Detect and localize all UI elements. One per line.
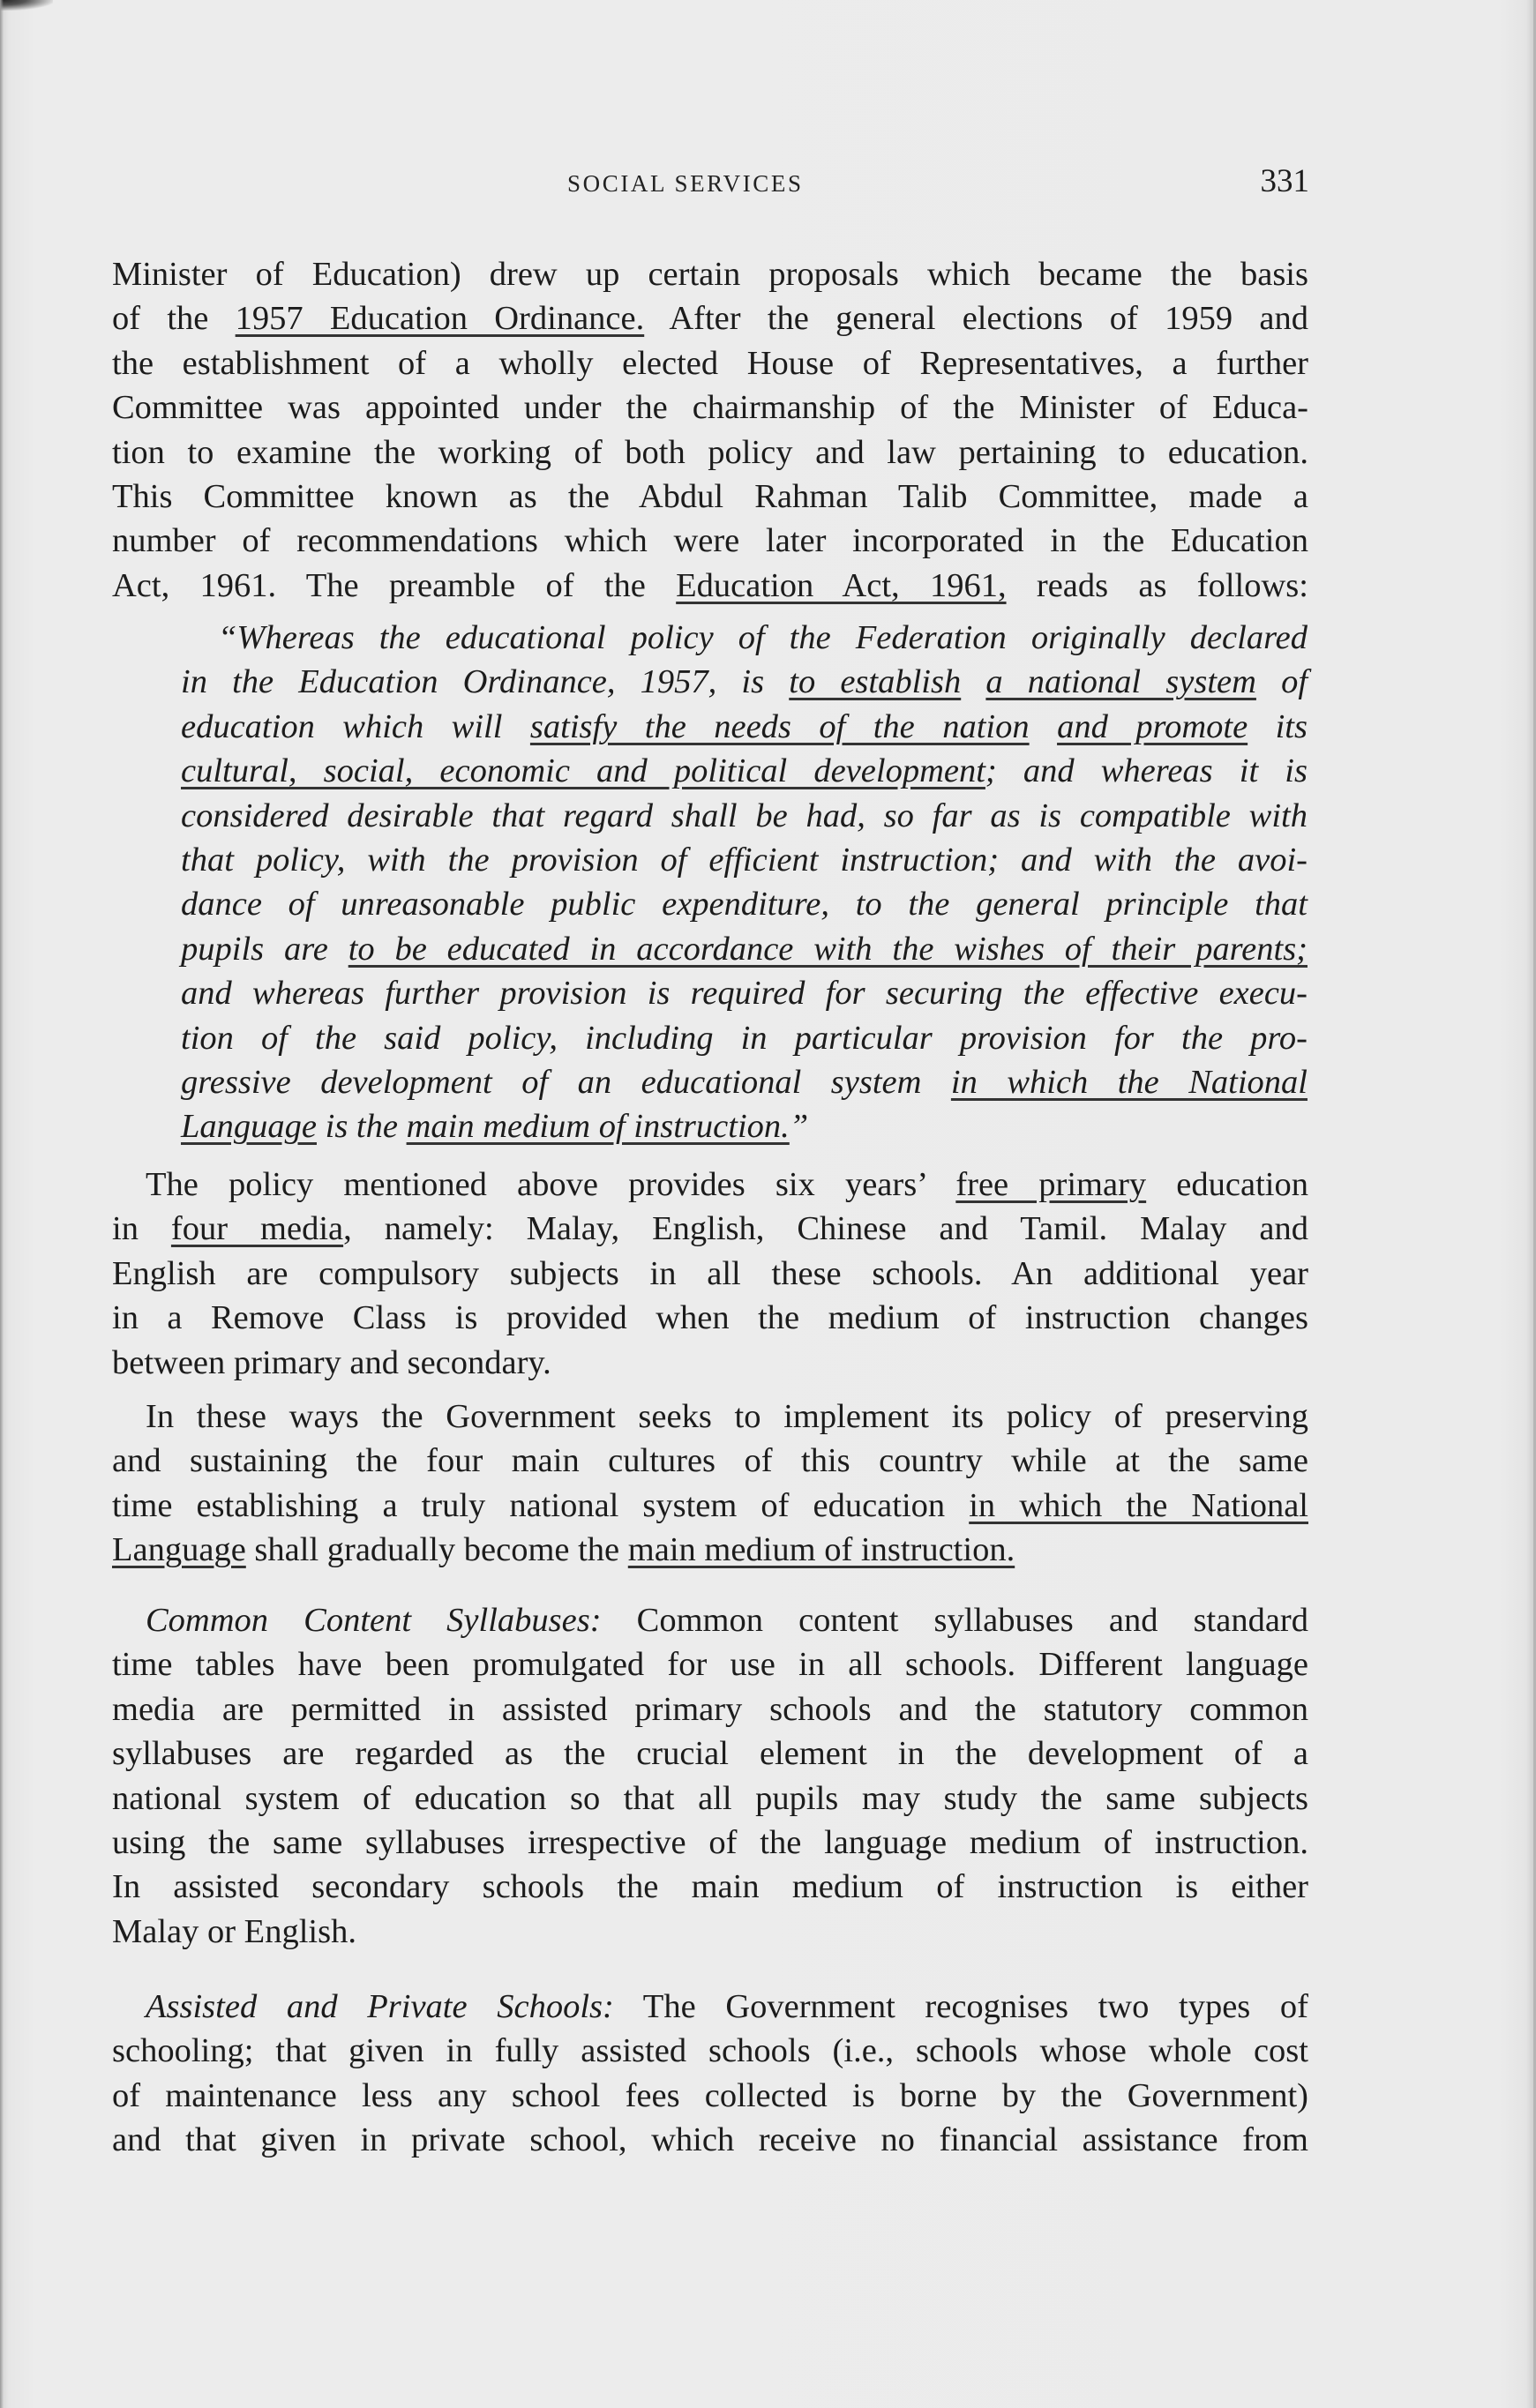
underlined-phrase: cultural, social, economic and political development [181,752,985,790]
underlined-phrase: Education Act, 1961, [676,566,1007,604]
text-line: using the same syllabuses irrespective of the language medium of instruction. [112,1824,1308,1861]
quote-line: tion of the said policy, including in particular provision for the pro- [181,1019,1307,1057]
text-line: the establishment of a wholly elected House of Representatives, a further [112,344,1308,382]
underlined-phrase: to establish [789,663,962,701]
quote-line: in the Education Ordinance, 1957, is to establish a national system of [181,663,1308,701]
page-left-edge [0,0,4,2408]
text-line: In assisted secondary schools the main medium of instruction is either [112,1868,1308,1906]
text-line: in a Remove Class is provided when the medium of instruction changes [112,1299,1308,1337]
running-title: SOCIAL SERVICES [567,170,804,197]
quote-line: Language is the main medium of instruction.” [181,1108,809,1146]
text-line: Act, 1961. The preamble of the Education Act, 1961, reads as follows: [112,566,1308,604]
text-line: This Committee known as the Abdul Rahman Talib Committee, made a [112,478,1308,515]
text-line: Minister of Education) drew up certain proposals which became the basis [112,256,1308,293]
underlined-phrase: Language [112,1531,246,1569]
text-line: Committee was appointed under the chairmanship of the Minister of Educa- [112,389,1308,427]
quote-line: pupils are to be educated in accordance with the wishes of their parents; [181,930,1307,968]
quote-line: cultural, social, economic and political development; and whereas it is [181,752,1307,790]
quote-line: considered desirable that regard shall be had, so far as is compatible with [181,796,1307,834]
underlined-phrase: satisfy the needs of the nation [529,707,1030,745]
text-line: of maintenance less any school fees collected is borne by the Government) [112,2076,1308,2114]
text-line: Malay or English. [112,1912,356,1950]
text-line: The policy mentioned above provides six years’ free primary education [146,1166,1308,1203]
text-line: tion to examine the working of both policy and law pertaining to education. [112,433,1308,471]
text-line: and sustaining the four main cultures of this country while at the same [112,1442,1308,1480]
section-heading: Common Content Syllabuses: [146,1602,602,1639]
text-line: syllabuses are regarded as the crucial element in the development of a [112,1735,1308,1773]
underlined-phrase: 1957 Education Ordinance. [235,300,645,338]
text-line: English are compulsory subjects in all these schools. An additional year [112,1254,1308,1292]
underlined-phrase: to be educated in accordance with the wishes of their parents; [348,930,1307,968]
underlined-phrase: Language [181,1108,317,1146]
text-line: number of recommendations which were later incorporated in the Education [112,522,1308,560]
text-line: time tables have been promulgated for use in all schools. Different language [112,1646,1308,1684]
text-line: schooling; that given in fully assisted schools (i.e., schools whose whole cost [112,2032,1308,2070]
underlined-phrase: main medium of instruction. [627,1531,1015,1569]
quote-line: that policy, with the provision of efficient instruction; and with the avoi- [181,841,1307,879]
section-heading: Assisted and Private Schools: [146,1988,614,2025]
underlined-phrase: in which the National [969,1486,1308,1524]
underlined-phrase: a national system [985,663,1256,701]
text-line: between primary and secondary. [112,1343,551,1381]
underlined-phrase: four media [170,1210,344,1248]
text-line: media are permitted in assisted primary schools and the statutory common [112,1690,1308,1728]
underlined-phrase: and promote [1057,707,1248,745]
quote-line: gressive development of an educational system in which the National [181,1064,1308,1101]
underlined-phrase: in which the National [950,1064,1308,1101]
page-number: 331 [1260,163,1309,199]
quote-line: and whereas further provision is required for securing the effective execu- [181,975,1307,1013]
underlined-phrase: main medium of instruction. [406,1108,790,1146]
text-line: national system of education so that all pupils may study the same subjects [112,1779,1308,1817]
quote-line: dance of unreasonable public expenditure, to the general principle that [181,886,1307,924]
text-line: time establishing a truly national system of education in which the National [112,1486,1308,1524]
quote-line: “Whereas the educational policy of the Federation originally declared [218,619,1307,656]
text-line: and that given in private school, which receive no financial assistance from [112,2121,1308,2159]
text-line: Language shall gradually become the main medium of instruction. [112,1531,1015,1569]
text-line: In these ways the Government seeks to implement its policy of preserving [146,1398,1308,1435]
text-line: Assisted and Private Schools: The Government recognises two types of [146,1988,1308,2025]
text-line: in four media, namely: Malay, English, Chinese and Tamil. Malay and [112,1210,1308,1248]
text-line: Common Content Syllabuses: Common content syllabuses and standard [146,1602,1308,1639]
text-line: of the 1957 Education Ordinance. After the general elections of 1959 and [112,300,1308,338]
underlined-phrase: free primary [955,1166,1147,1203]
quote-line: education which will satisfy the needs of the nation and promote its [181,707,1307,745]
page-corner-shadow [0,0,53,11]
